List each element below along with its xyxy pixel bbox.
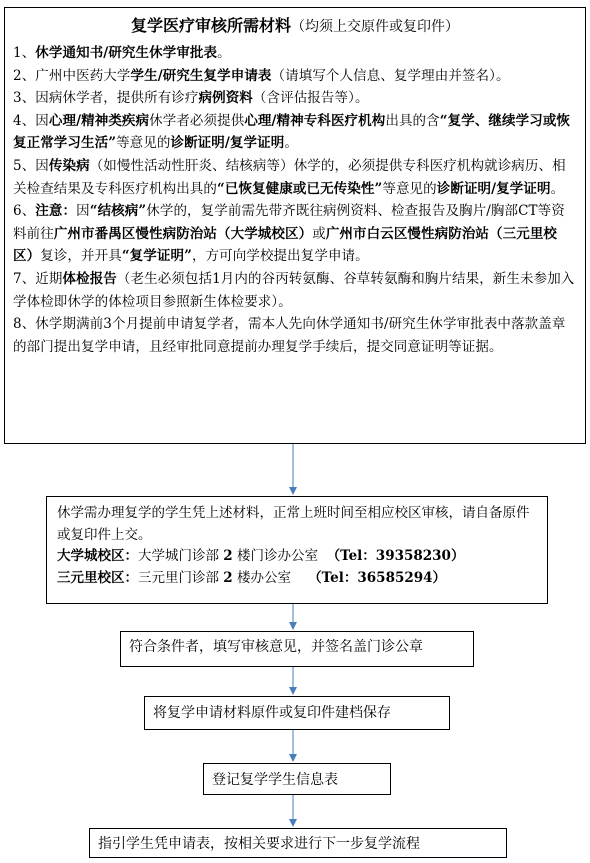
requirement-emphasis: 休学通知书/研究生休学审批表 xyxy=(35,45,218,61)
requirements-list xyxy=(13,42,577,358)
requirement-text: 1、 xyxy=(13,45,36,61)
campus-daxuecheng-clinic: 大学城门诊部 xyxy=(138,548,219,564)
requirement-text: 或 xyxy=(312,225,326,242)
requirement-text: 4、因 xyxy=(13,112,49,129)
requirement-emphasis: 传染病 xyxy=(48,157,90,174)
requirement-text: 8、休学期满前3个月提前申请复学者，需本人先向休学通知书/研究生休学审批表中落款盖章的部门提出复学申请，且经审批同意提前办理复学手续后，提交同意证明等证据。 xyxy=(13,316,566,355)
flow-step-guide xyxy=(89,828,507,858)
requirement-text: ，方可向学校提出复学申请。 xyxy=(191,248,369,265)
requirement-text: 6、 xyxy=(13,203,36,220)
requirement-emphasis: 注意： xyxy=(35,203,77,220)
requirement-text: 等意见的 xyxy=(382,180,437,197)
requirement-emphasis: 心理/精神类疾病 xyxy=(48,112,150,129)
flow-arrow-4 xyxy=(286,730,300,763)
requirements-title xyxy=(13,14,577,39)
requirement-emphasis: 学生/研究生复学申请表 xyxy=(130,67,272,84)
flow-arrow-1 xyxy=(286,444,300,496)
campus-daxuecheng-room: 楼门诊办公室 xyxy=(237,548,318,564)
requirement-text: 因 xyxy=(76,203,90,220)
flow-step-archive xyxy=(144,696,450,730)
campus-sanyuanli-room: 楼办公室 xyxy=(237,569,291,586)
requirement-emphasis: 广州市白云区慢性病防治站（三元里校区） xyxy=(13,225,558,265)
requirement-text: （请填写个人信息、复学理由并签名）。 xyxy=(271,67,510,84)
flow-step-register xyxy=(203,763,391,795)
requirement-text: 3、因病休学者，提供所有诊疗 xyxy=(13,90,199,107)
campus-sanyuanli-label: 三元里校区： xyxy=(57,569,138,586)
requirement-text: 等意见的 xyxy=(116,135,171,152)
requirement-item xyxy=(13,313,577,358)
requirement-text: 5、因 xyxy=(13,157,49,174)
step5-text: 指引学生凭申请表，按相关要求进行下一步复学流程 xyxy=(98,836,420,852)
requirement-text: （如慢性活动性肝炎、结核病等）休学的，必须提供专科医疗机构就诊病历、相关检查结果及专科医疗机构出具的 xyxy=(13,157,566,197)
requirement-item xyxy=(13,268,577,313)
campus-sanyuanli-tel: （Tel：36585294） xyxy=(308,569,447,586)
requirements-panel xyxy=(4,7,586,444)
requirement-emphasis: 体检报告 xyxy=(62,270,117,287)
step1-description: 休学需办理复学的学生凭上述材料，正常上班时间至相应校区审核，请自备原件或复印件上交。 xyxy=(57,505,530,543)
requirement-emphasis: 心理/精神专科医疗机构 xyxy=(244,112,386,129)
step2-text: 符合条件者，填写审核意见，并签名盖门诊公章 xyxy=(129,639,423,655)
requirement-text: （含评估报告等）。 xyxy=(252,90,369,107)
campus-sanyuanli-clinic: 三元里门诊部 xyxy=(138,569,219,586)
campus-daxuecheng xyxy=(57,546,537,568)
flow-step-review xyxy=(120,631,474,667)
step4-text: 登记复学学生信息表 xyxy=(212,772,338,788)
requirement-text: 2、广州中医药大学 xyxy=(13,67,131,84)
requirement-text: 。 xyxy=(550,180,565,197)
requirement-emphasis: 诊断证明/复学证明 xyxy=(170,135,285,152)
requirement-text: 。 xyxy=(284,135,298,152)
flow-arrow-2 xyxy=(286,604,300,631)
requirement-text: 复诊，并开具 xyxy=(40,248,122,265)
requirement-emphasis: 病例资料 xyxy=(198,90,253,107)
requirement-text: 休学者必须提供 xyxy=(149,112,245,129)
requirement-item xyxy=(13,87,577,110)
flow-step-submit xyxy=(46,496,548,604)
requirement-emphasis: 广州市番禺区慢性病防治站（大学城校区） xyxy=(53,225,313,242)
flow-arrow-5 xyxy=(286,795,300,828)
requirement-emphasis: “复学证明” xyxy=(121,248,192,265)
requirement-item xyxy=(13,42,577,65)
requirement-item xyxy=(13,110,577,155)
requirements-title-main: 复学医疗审核所需材料 xyxy=(130,16,291,35)
requirement-text: 。 xyxy=(217,45,231,61)
campus-sanyuanli xyxy=(57,568,537,590)
campus-daxuecheng-label: 大学城校区： xyxy=(57,548,138,564)
requirement-item xyxy=(13,155,577,200)
requirement-emphasis: “已恢复健康或已无传染性” xyxy=(217,180,383,197)
flow-arrow-3 xyxy=(286,667,300,696)
requirements-title-note: （均须上交原件或复印件） xyxy=(291,19,459,35)
requirement-emphasis: “结核病” xyxy=(89,203,147,220)
campus-daxuecheng-tel: （Tel：39358230） xyxy=(326,548,465,564)
requirement-text: 出具的含 xyxy=(385,112,440,129)
requirement-text: （老生必须包括1月内的谷丙转氨酶、谷草转氨酶和胸片结果，新生未参加入学体检即休学的体检项目参照新生体检要求）。 xyxy=(13,270,575,310)
requirement-text: 休学的，复学前需先带齐既往病例资料、检查报告及胸片/胸部CT等资料前往 xyxy=(13,203,565,242)
campus-daxuecheng-floor: 2 xyxy=(223,548,233,564)
step3-text: 将复学申请材料原件或复印件建档保存 xyxy=(153,705,391,721)
requirement-text: 7、近期 xyxy=(13,270,63,287)
campus-sanyuanli-floor: 2 xyxy=(223,569,233,586)
requirement-item xyxy=(13,200,577,268)
requirement-item xyxy=(13,65,577,88)
requirement-emphasis: 诊断证明/复学证明 xyxy=(436,180,551,197)
requirement-emphasis: “复学、继续学习或恢复正常学习生活” xyxy=(13,112,571,152)
